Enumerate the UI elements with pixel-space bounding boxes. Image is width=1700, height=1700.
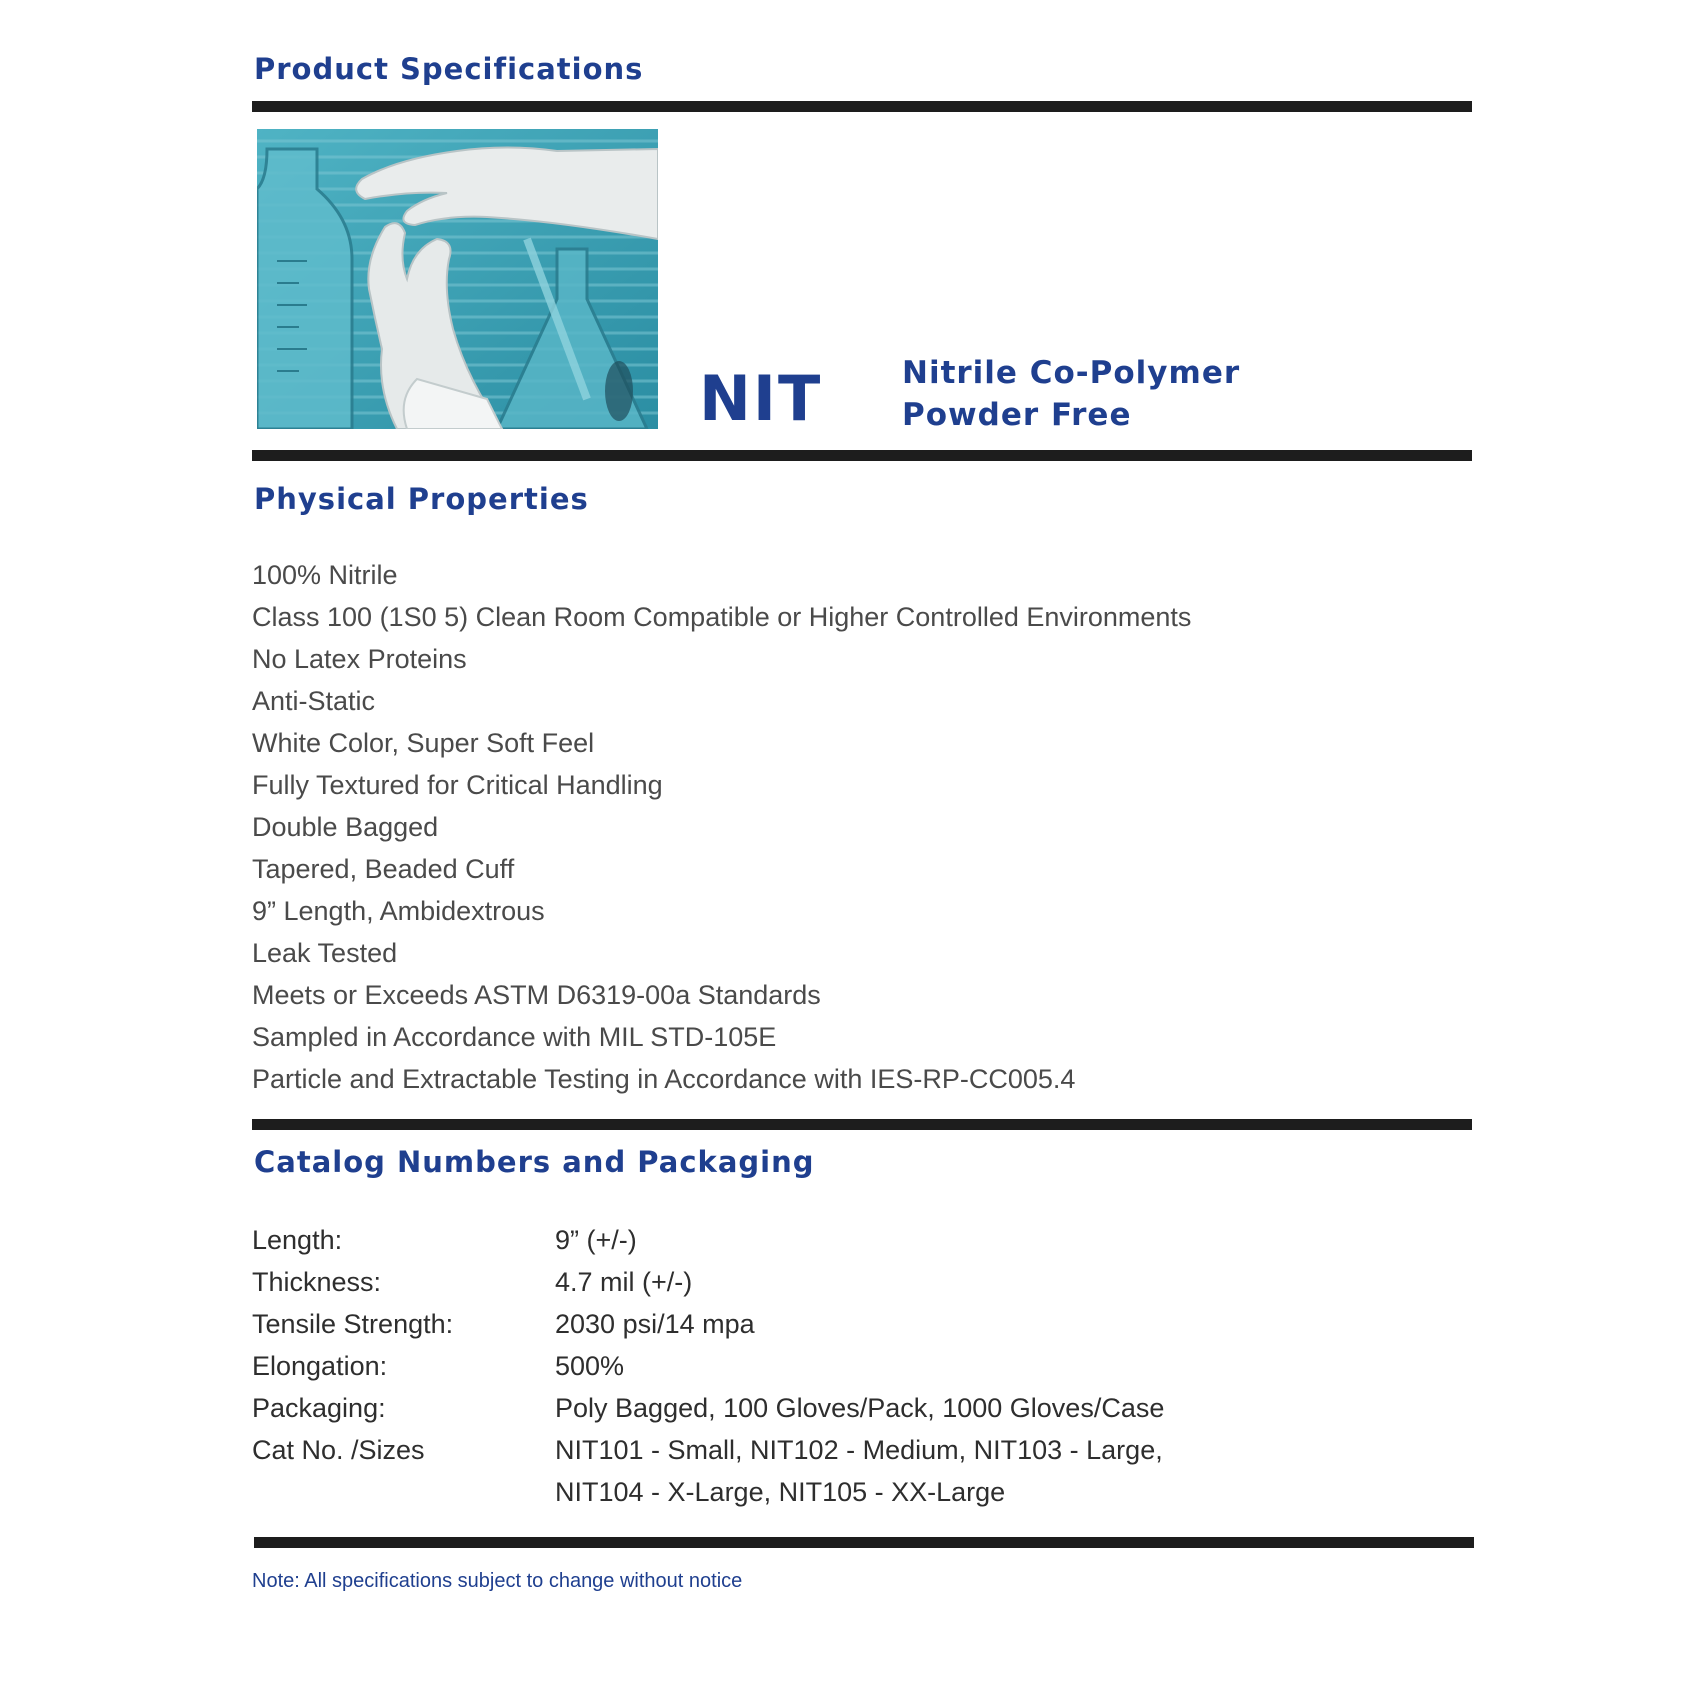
list-item: Meets or Exceeds ASTM D6319-00a Standards <box>252 980 821 1010</box>
product-subtitle-line1: Nitrile Co-Polymer <box>902 355 1241 391</box>
spec-value-text: NIT101 - Small, NIT102 - Medium, NIT103 - Large, <box>555 1435 1163 1465</box>
list-item: Leak Tested <box>252 938 398 968</box>
spec-row-packaging <box>252 1387 1255 1429</box>
list-item: White Color, Super Soft Feel <box>252 728 595 758</box>
spec-value-text: 9” (+/-) <box>555 1225 637 1255</box>
list-item: 9” Length, Ambidextrous <box>252 896 545 926</box>
gloved-hands-image <box>257 129 658 429</box>
spec-row-length <box>252 1219 1255 1261</box>
list-item: Anti-Static <box>252 686 376 716</box>
list-item: Tapered, Beaded Cuff <box>252 854 515 884</box>
spec-row-thickness <box>252 1261 1255 1303</box>
list-item: No Latex Proteins <box>252 644 467 674</box>
catalog-heading: Catalog Numbers and Packaging <box>254 1145 815 1179</box>
spec-value <box>555 1219 1255 1261</box>
list-item: Particle and Extractable Testing in Accordance with IES-RP-CC005.4 <box>252 1064 1076 1094</box>
spec-row-tensile <box>252 1303 1255 1345</box>
spec-label: Elongation: <box>252 1351 388 1381</box>
spec-row-elongation <box>252 1345 1255 1387</box>
spec-label: Length: <box>252 1225 343 1255</box>
spec-value <box>555 1261 1255 1303</box>
page-title: Product Specifications <box>254 52 644 86</box>
product-photo <box>257 129 658 429</box>
list-item: Sampled in Accordance with MIL STD-105E <box>252 1022 777 1052</box>
spec-label: Tensile Strength: <box>252 1309 454 1339</box>
list-item: 100% Nitrile <box>252 560 398 590</box>
product-subtitle-line2: Powder Free <box>902 397 1132 433</box>
spec-value-text: 2030 psi/14 mpa <box>555 1309 755 1339</box>
physical-properties-heading: Physical Properties <box>254 482 589 516</box>
top-divider <box>252 101 1472 112</box>
list-item: Class 100 (1S0 5) Clean Room Compatible or Higher Controlled Environments <box>252 602 1192 632</box>
spec-label: Thickness: <box>252 1267 382 1297</box>
spec-value-text: NIT104 - X-Large, NIT105 - XX-Large <box>555 1477 1006 1507</box>
list-item: Fully Textured for Critical Handling <box>252 770 663 800</box>
photo-divider <box>252 450 1472 461</box>
spec-sheet <box>252 0 1472 1700</box>
footer-note: Note: All specifications subject to change without notice <box>252 1570 743 1592</box>
list-item: Double Bagged <box>252 812 439 842</box>
product-code: NIT <box>699 362 823 435</box>
spec-value-text: Poly Bagged, 100 Gloves/Pack, 1000 Gloves/Case <box>555 1393 1165 1423</box>
bottom-divider <box>254 1537 1474 1548</box>
spec-value-text: 500% <box>555 1351 625 1381</box>
physical-properties-list <box>252 554 1191 1100</box>
spec-value <box>555 1303 1255 1345</box>
spec-value <box>555 1429 1255 1513</box>
spec-value <box>555 1345 1255 1387</box>
product-subtitle <box>902 352 1240 436</box>
properties-divider <box>252 1119 1472 1130</box>
catalog-spec-table <box>252 1219 1255 1513</box>
spec-label: Packaging: <box>252 1393 386 1423</box>
spec-value-text: 4.7 mil (+/-) <box>555 1267 693 1297</box>
spec-row-cat-sizes <box>252 1429 1255 1513</box>
spec-label: Cat No. /Sizes <box>252 1435 425 1465</box>
spec-value <box>555 1387 1255 1429</box>
